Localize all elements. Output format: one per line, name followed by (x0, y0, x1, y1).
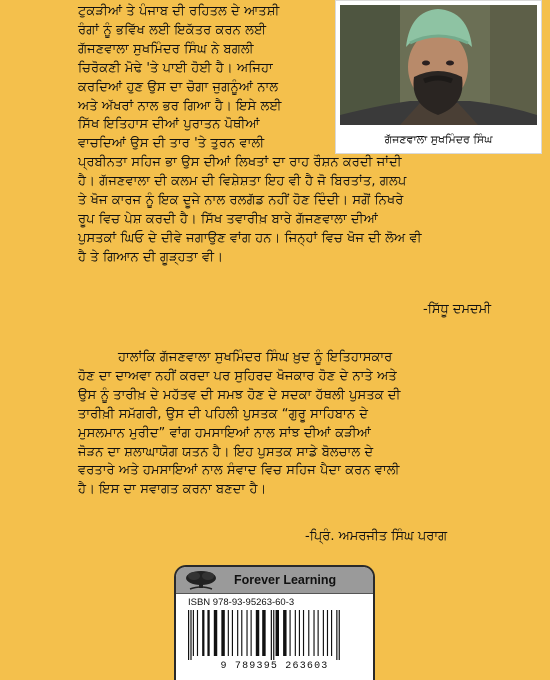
barcode-number: 9 789395 263603 (220, 661, 329, 672)
blurb-paragraph-3 (78, 349, 508, 500)
paragraph-line: ਹਾਲਾਂਕਿ ਗੱਜਣਵਾਲਾ ਸੁਖਮਿੰਦਰ ਸਿੰਘ ਖ਼ੁਦ ਨੂੰ ਇਤਿਹਾਸਕਾਰ (118, 350, 393, 365)
paragraph-line: ਚਿਰੋਕਣੀ ਮੋਢੇ 'ਤੇ ਪਾਈ ਹੋਈ ਹੈ। ਅਜਿਹਾ (78, 60, 273, 76)
publisher-brand: Forever Learning (234, 573, 337, 587)
signature-sidhu-damdami: -ਸਿੱਧੂ ਦਮਦਮੀ (423, 302, 492, 317)
paragraph-line: ਟੁਕੜੀਆਂ ਤੇ ਪੰਜਾਬ ਦੀ ਰਹਿਤਲ ਦੇ ਆਤਸ਼ੀ (78, 4, 280, 19)
paragraph-line: ਤਾਰੀਖ਼ੀ ਸਮੱਗਰੀ, ਉਸ ਦੀ ਪਹਿਲੀ ਪੁਸਤਕ “ਗੁਰੂ ਸਾਹਿਬਾਨ ਦੇ (78, 406, 369, 422)
paragraph-line: ਜੋੜਨ ਦਾ ਸ਼ਲਾਘਾਯੋਗ ਯਤਨ ਹੈ। ਇਹ ਪੁਸਤਕ ਸਾਡੇ ਬੋਲਚਾਲ ਦੇ (78, 444, 374, 460)
paragraph-line: ਹੈ। ਇਸ ਦਾ ਸਵਾਗਤ ਕਰਨਾ ਬਣਦਾ ਹੈ। (78, 482, 267, 498)
paragraph-line: ਹੋਣ ਦਾ ਦਾਅਵਾ ਨਹੀਂ ਕਰਦਾ ਪਰ ਸੁਹਿਰਦ ਖੋਜਕਾਰ ਹੋਣ ਦੇ ਨਾਤੇ ਅਤੇ (78, 368, 397, 384)
barcode (186, 610, 363, 660)
paragraph-line: ਸਿੱਖ ਇਤਿਹਾਸ ਦੀਆਂ ਪੁਰਾਤਨ ਪੋਥੀਆਂ (78, 117, 260, 133)
paragraph-line: ਹੈ। ਗੱਜਣਵਾਲਾ ਦੀ ਕਲਮ ਦੀ ਵਿਸ਼ੇਸ਼ਤਾ ਇਹ ਵੀ ਹੈ ਜੋ ਬਿਰਤਾਂਤ, ਗਲਪ (78, 173, 407, 189)
author-photo-frame (335, 0, 542, 154)
paragraph-line: ਪ੍ਰਬੀਨਤਾ ਸਹਿਜ ਭਾ ਉਸ ਦੀਆਂ ਲਿਖਤਾਂ ਦਾ ਰਾਹ ਰੌਸ਼ਨ ਕਰਦੀ ਜਾਂਦੀ (78, 155, 402, 170)
blurb-paragraph-1 (78, 3, 328, 154)
paragraph-line: ਗੱਜਣਵਾਲਾ ਸੁਖਮਿੰਦਰ ਸਿੰਘ ਨੇ ਬਗਲੀ (78, 41, 254, 57)
author-photo-caption: ਗੱਜਣਵਾਲਾ ਸੁਖਮਿੰਦਰ ਸਿੰਘ (384, 133, 493, 146)
signature-amarjit-singh-parag: -ਪ੍ਰਿੰ. ਅਮਰਜੀਤ ਸਿੰਘ ਪਰਾਗ (305, 529, 448, 544)
paragraph-line: ਮੁਸਲਮਾਨ ਮੁਰੀਦ” ਵਾਂਗ ਹਮਸਾਇਆਂ ਨਾਲ ਸਾਂਝ ਦੀਆਂ ਕੜੀਆਂ (78, 425, 371, 441)
paragraph-line: ਕਰਦਿਆਂ ਹੁਣ ਉਸ ਦਾ ਚੋਗਾ ਜੁਗਨੂੰਆਂ ਨਾਲ (78, 79, 279, 95)
author-photo (340, 5, 537, 125)
publisher-header (176, 567, 373, 594)
isbn-barcode-card (174, 565, 375, 680)
blurb-paragraph-2 (78, 154, 503, 267)
paragraph-line: ਉਸ ਨੂੰ ਤਾਰੀਖ਼ ਦੇ ਮਹੱਤਵ ਦੀ ਸਮਝ ਹੋਣ ਦੇ ਸਦਕਾ ਹੱਥਲੀ ਪੁਸਤਕ ਦੀ (78, 387, 401, 403)
paragraph-line: ਰੰਗਾਂ ਨੂੰ ਭਵਿੱਖ ਲਈ ਇਕੱਤਰ ਕਰਨ ਲਈ (78, 22, 267, 38)
paragraph-line: ਵਰਤਾਰੇ ਅਤੇ ਹਮਸਾਇਆਂ ਨਾਲ ਸੰਵਾਦ ਵਿਚ ਸਹਿਜ ਪੈਦਾ ਕਰਨ ਵਾਲੀ (78, 463, 400, 479)
paragraph-line: ਹੈ ਤੇ ਗਿਆਨ ਦੀ ਗੂੜ੍ਹਤਾ ਵੀ। (78, 249, 224, 265)
paragraph-line: ਪੁਸਤਕਾਂ ਘਿਓ ਦੇ ਦੀਵੇ ਜਗਾਉਣ ਵਾਂਗ ਹਨ। ਜਿਨ੍ਹਾਂ ਵਿਚ ਖੋਜ ਦੀ ਲੋਅ ਵੀ (78, 230, 422, 246)
paragraph-line: ਅਤੇ ਅੱਖਰਾਂ ਨਾਲ ਭਰ ਗਿਆ ਹੈ। ਇਸੇ ਲਈ (78, 98, 282, 114)
paragraph-line: ਵਾਚਦਿਆਂ ਉਸ ਦੀ ਤਾਰ 'ਤੇ ਤੁਰਨ ਵਾਲੀ (78, 136, 265, 152)
isbn-label: ISBN 978-93-95263-60-3 (188, 597, 295, 608)
tree-icon (184, 570, 218, 590)
paragraph-line: ਤੇ ਖੋਜ ਕਾਰਜ ਨੂੰ ਇਕ ਦੂਜੇ ਨਾਲ ਰਲਗੱਡ ਨਹੀਂ ਹੋਣ ਦਿੰਦੀ। ਸਗੋਂ ਨਿਖਰੇ (78, 192, 404, 208)
paragraph-line: ਰੂਪ ਵਿਚ ਪੇਸ਼ ਕਰਦੀ ਹੈ। ਸਿੱਖ ਤਵਾਰੀਖ਼ ਬਾਰੇ ਗੱਜਣਵਾਲਾ ਦੀਆਂ (78, 211, 378, 227)
